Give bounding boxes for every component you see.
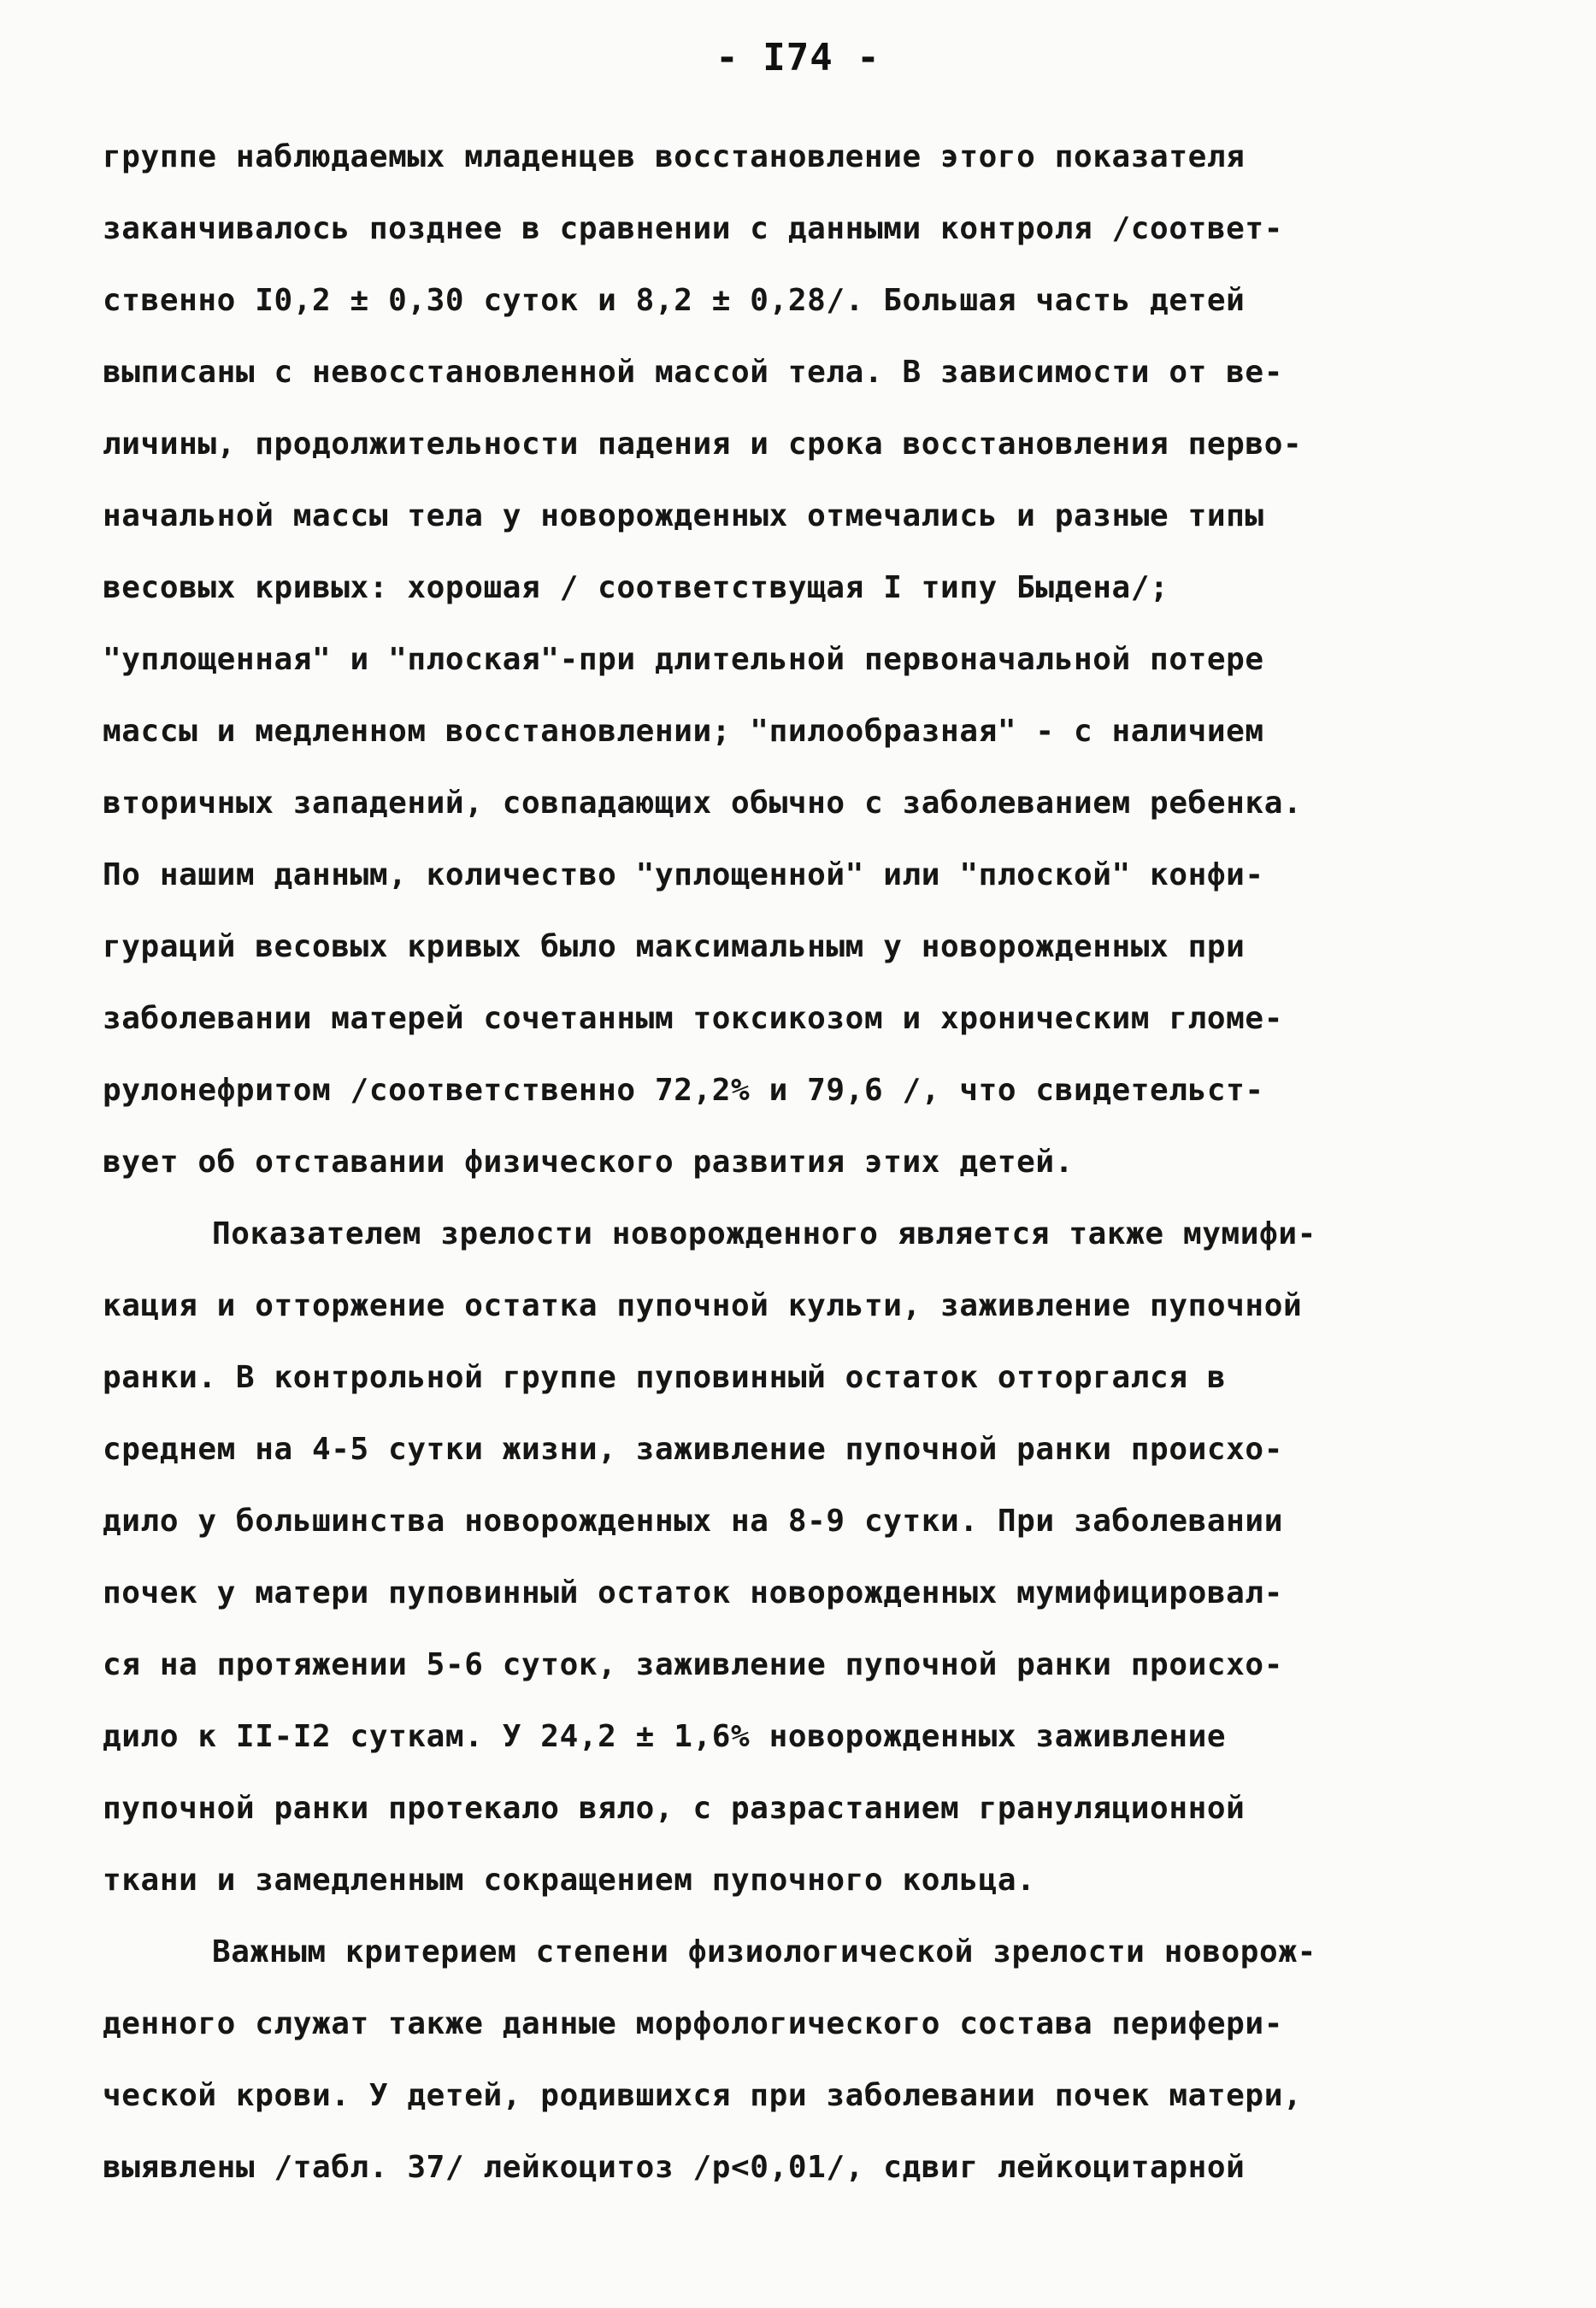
text-line: ткани и замедленным сокращением пупочного кольца. xyxy=(103,1863,1036,1898)
text-line: денного служат также данные морфологического состава перифери- xyxy=(103,2006,1283,2041)
text-line: ранки. В контрольной группе пуповинный остаток отторгался в xyxy=(103,1360,1227,1395)
text-line: дило у большинства новорожденных на 8-9 сутки. При заболевании xyxy=(103,1504,1283,1539)
text-line: Показателем зрелости новорожденного является также мумифи- xyxy=(212,1216,1316,1251)
text-line: пупочной ранки протекало вяло, с разрастанием грануляционной xyxy=(103,1791,1246,1826)
text-line: вует об отставании физического развития этих детей. xyxy=(103,1145,1074,1180)
page-number: - I74 - xyxy=(716,36,880,79)
text-line: Важным критерием степени физиологической зрелости новорож- xyxy=(212,1934,1316,1969)
text-line: группе наблюдаемых младенцев восстановление этого показателя xyxy=(103,139,1246,174)
text-line: почек у матери пуповинный остаток новорожденных мумифицировал- xyxy=(103,1575,1283,1610)
text-line: заканчивалось позднее в сравнении с данными контроля /соответ- xyxy=(103,211,1283,246)
text-line: ся на протяжении 5-6 суток, заживление пупочной ранки происхо- xyxy=(103,1647,1283,1682)
text-line: выписаны с невосстановленной массой тела. В зависимости от ве- xyxy=(103,355,1283,390)
text-line: среднем на 4-5 сутки жизни, заживление пупочной ранки происхо- xyxy=(103,1432,1283,1467)
text-line: вторичных западений, совпадающих обычно с заболеванием ребенка. xyxy=(103,786,1303,821)
text-line: гураций весовых кривых было максимальным у новорожденных при xyxy=(103,929,1246,964)
text-line: весовых кривых: хорошая / соответствущая I типу Быдена/; xyxy=(103,570,1169,605)
text-line: рулонефритом /соответственно 72,2% и 79,6 /, что свидетельст- xyxy=(103,1073,1264,1108)
body-text xyxy=(103,121,1505,2204)
text-line: дило к II-I2 суткам. У 24,2 ± 1,6% новорожденных заживление xyxy=(103,1719,1227,1754)
text-line: По нашим данным, количество "уплощенной" или "плоской" конфи- xyxy=(103,857,1264,892)
text-line: кация и отторжение остатка пупочной культи, заживление пупочной xyxy=(103,1288,1303,1323)
text-line: "уплощенная" и "плоская"-при длительной первоначальной потере xyxy=(103,642,1264,677)
text-line: личины, продолжительности падения и срока восстановления перво- xyxy=(103,427,1303,462)
text-line: ческой крови. У детей, родившихся при заболевании почек матери, xyxy=(103,2078,1303,2113)
text-line: ственно I0,2 ± 0,30 суток и 8,2 ± 0,28/. Большая часть детей xyxy=(103,283,1246,318)
text-line: начальной массы тела у новорожденных отмечались и разные типы xyxy=(103,498,1264,533)
text-line: выявлены /табл. 37/ лейкоцитоз /р<0,01/, сдвиг лейкоцитарной xyxy=(103,2150,1246,2185)
text-line: заболевании матерей сочетанным токсикозом и хроническим гломе- xyxy=(103,1001,1283,1036)
text-line: массы и медленном восстановлении; "пилообразная" - с наличием xyxy=(103,714,1264,749)
